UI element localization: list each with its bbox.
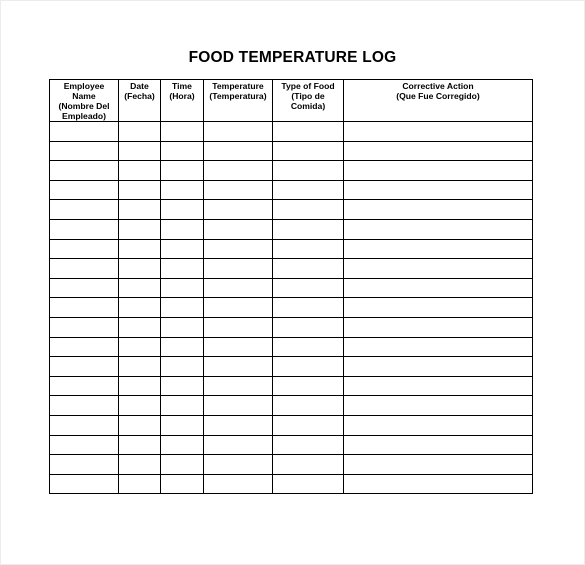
table-cell-employee[interactable] xyxy=(50,455,119,475)
table-cell-date[interactable] xyxy=(119,357,161,377)
table-cell-time[interactable] xyxy=(161,415,204,435)
table-cell-food-type[interactable] xyxy=(273,141,344,161)
document-page xyxy=(1,1,584,564)
table-cell-temperature[interactable] xyxy=(204,415,273,435)
table-cell-temperature[interactable] xyxy=(204,239,273,259)
table-cell-time[interactable] xyxy=(161,122,204,142)
temperature-log-table xyxy=(49,79,533,494)
table-row xyxy=(50,278,533,298)
table-row xyxy=(50,415,533,435)
table-row xyxy=(50,298,533,318)
table-row xyxy=(50,474,533,494)
table-cell-temperature[interactable] xyxy=(204,337,273,357)
table-cell-employee[interactable] xyxy=(50,180,119,200)
table-cell-food-type[interactable] xyxy=(273,455,344,475)
table-cell-temperature[interactable] xyxy=(204,259,273,279)
table-cell-employee[interactable] xyxy=(50,259,119,279)
table-cell-food-type[interactable] xyxy=(273,278,344,298)
table-cell-food-type[interactable] xyxy=(273,337,344,357)
page-title: FOOD TEMPERATURE LOG xyxy=(188,49,397,66)
table-cell-time[interactable] xyxy=(161,317,204,337)
table-cell-temperature[interactable] xyxy=(204,219,273,239)
table-cell-food-type[interactable] xyxy=(273,396,344,416)
table-cell-corrective-action[interactable] xyxy=(344,122,533,142)
table-cell-time[interactable] xyxy=(161,219,204,239)
table-cell-date[interactable] xyxy=(119,259,161,279)
table-cell-food-type[interactable] xyxy=(273,239,344,259)
table-cell-corrective-action[interactable] xyxy=(344,357,533,377)
table-cell-employee[interactable] xyxy=(50,337,119,357)
table-cell-temperature[interactable] xyxy=(204,141,273,161)
table-cell-food-type[interactable] xyxy=(273,435,344,455)
column-header-date: Date (Fecha) xyxy=(119,80,161,122)
column-header-time: Time (Hora) xyxy=(161,80,204,122)
column-header-food-type: Type of Food (Tipo de Comida) xyxy=(273,80,344,122)
table-cell-corrective-action[interactable] xyxy=(344,298,533,318)
table-cell-food-type[interactable] xyxy=(273,474,344,494)
table-row xyxy=(50,259,533,279)
table-cell-time[interactable] xyxy=(161,161,204,181)
table-cell-food-type[interactable] xyxy=(273,219,344,239)
table-cell-time[interactable] xyxy=(161,396,204,416)
table-cell-temperature[interactable] xyxy=(204,376,273,396)
table-cell-food-type[interactable] xyxy=(273,298,344,318)
table-cell-time[interactable] xyxy=(161,180,204,200)
column-header-corrective-action: Corrective Action (Que Fue Corregido) xyxy=(344,80,533,122)
table-cell-employee[interactable] xyxy=(50,239,119,259)
table-row xyxy=(50,435,533,455)
table-cell-employee[interactable] xyxy=(50,435,119,455)
table-cell-temperature[interactable] xyxy=(204,455,273,475)
table-cell-employee[interactable] xyxy=(50,357,119,377)
table-cell-date[interactable] xyxy=(119,298,161,318)
table-cell-corrective-action[interactable] xyxy=(344,376,533,396)
table-cell-corrective-action[interactable] xyxy=(344,278,533,298)
table-cell-time[interactable] xyxy=(161,455,204,475)
table-cell-date[interactable] xyxy=(119,415,161,435)
table-cell-corrective-action[interactable] xyxy=(344,141,533,161)
table-cell-time[interactable] xyxy=(161,357,204,377)
table-cell-date[interactable] xyxy=(119,455,161,475)
table-cell-corrective-action[interactable] xyxy=(344,415,533,435)
table-cell-food-type[interactable] xyxy=(273,200,344,220)
table-row xyxy=(50,141,533,161)
table-cell-date[interactable] xyxy=(119,474,161,494)
table-cell-employee[interactable] xyxy=(50,141,119,161)
table-cell-employee[interactable] xyxy=(50,317,119,337)
table-cell-date[interactable] xyxy=(119,317,161,337)
table-cell-corrective-action[interactable] xyxy=(344,259,533,279)
table-cell-time[interactable] xyxy=(161,259,204,279)
table-cell-corrective-action[interactable] xyxy=(344,337,533,357)
table-cell-temperature[interactable] xyxy=(204,180,273,200)
table-cell-employee[interactable] xyxy=(50,474,119,494)
table-cell-corrective-action[interactable] xyxy=(344,200,533,220)
column-header-employee: Employee Name (Nombre Del Empleado) xyxy=(50,80,119,122)
table-cell-time[interactable] xyxy=(161,200,204,220)
table-cell-date[interactable] xyxy=(119,200,161,220)
table-cell-date[interactable] xyxy=(119,435,161,455)
table-cell-date[interactable] xyxy=(119,161,161,181)
table-cell-food-type[interactable] xyxy=(273,357,344,377)
table-cell-food-type[interactable] xyxy=(273,161,344,181)
table-cell-date[interactable] xyxy=(119,396,161,416)
table-cell-food-type[interactable] xyxy=(273,122,344,142)
table-body xyxy=(50,122,533,494)
table-cell-food-type[interactable] xyxy=(273,376,344,396)
table-cell-date[interactable] xyxy=(119,337,161,357)
table-cell-employee[interactable] xyxy=(50,415,119,435)
table-cell-corrective-action[interactable] xyxy=(344,161,533,181)
table-cell-date[interactable] xyxy=(119,219,161,239)
table-cell-date[interactable] xyxy=(119,141,161,161)
table-cell-time[interactable] xyxy=(161,376,204,396)
table-cell-time[interactable] xyxy=(161,435,204,455)
table-cell-date[interactable] xyxy=(119,278,161,298)
table-row xyxy=(50,122,533,142)
table-cell-date[interactable] xyxy=(119,180,161,200)
table-row xyxy=(50,337,533,357)
table-row xyxy=(50,455,533,475)
table-cell-temperature[interactable] xyxy=(204,122,273,142)
table-cell-temperature[interactable] xyxy=(204,474,273,494)
table-cell-corrective-action[interactable] xyxy=(344,396,533,416)
table-row xyxy=(50,396,533,416)
table-cell-time[interactable] xyxy=(161,337,204,357)
table-cell-temperature[interactable] xyxy=(204,200,273,220)
table-cell-corrective-action[interactable] xyxy=(344,317,533,337)
table-cell-date[interactable] xyxy=(119,239,161,259)
table-row xyxy=(50,219,533,239)
table-cell-time[interactable] xyxy=(161,239,204,259)
table-cell-time[interactable] xyxy=(161,278,204,298)
table-cell-temperature[interactable] xyxy=(204,161,273,181)
table-row xyxy=(50,161,533,181)
table-cell-temperature[interactable] xyxy=(204,396,273,416)
table-cell-employee[interactable] xyxy=(50,161,119,181)
table-row xyxy=(50,376,533,396)
table-cell-employee[interactable] xyxy=(50,396,119,416)
table-cell-time[interactable] xyxy=(161,141,204,161)
table-cell-temperature[interactable] xyxy=(204,298,273,318)
table-cell-date[interactable] xyxy=(119,122,161,142)
table-row xyxy=(50,239,533,259)
table-row xyxy=(50,317,533,337)
table-cell-employee[interactable] xyxy=(50,122,119,142)
table-cell-date[interactable] xyxy=(119,376,161,396)
table-row xyxy=(50,180,533,200)
table-cell-corrective-action[interactable] xyxy=(344,455,533,475)
table-cell-employee[interactable] xyxy=(50,278,119,298)
table-cell-time[interactable] xyxy=(161,474,204,494)
table-cell-temperature[interactable] xyxy=(204,435,273,455)
table-cell-employee[interactable] xyxy=(50,298,119,318)
table-cell-employee[interactable] xyxy=(50,219,119,239)
table-cell-employee[interactable] xyxy=(50,200,119,220)
table-row xyxy=(50,200,533,220)
table-cell-food-type[interactable] xyxy=(273,317,344,337)
table-cell-food-type[interactable] xyxy=(273,415,344,435)
table-cell-corrective-action[interactable] xyxy=(344,219,533,239)
table-cell-temperature[interactable] xyxy=(204,317,273,337)
table-cell-corrective-action[interactable] xyxy=(344,435,533,455)
column-header-temperature: Temperature (Temperatura) xyxy=(204,80,273,122)
table-header-row xyxy=(50,80,533,122)
table-cell-temperature[interactable] xyxy=(204,357,273,377)
table-cell-food-type[interactable] xyxy=(273,180,344,200)
table-row xyxy=(50,357,533,377)
table-cell-temperature[interactable] xyxy=(204,278,273,298)
table-cell-corrective-action[interactable] xyxy=(344,239,533,259)
table-cell-corrective-action[interactable] xyxy=(344,474,533,494)
table-cell-employee[interactable] xyxy=(50,376,119,396)
table-cell-food-type[interactable] xyxy=(273,259,344,279)
table-cell-time[interactable] xyxy=(161,298,204,318)
table-cell-corrective-action[interactable] xyxy=(344,180,533,200)
